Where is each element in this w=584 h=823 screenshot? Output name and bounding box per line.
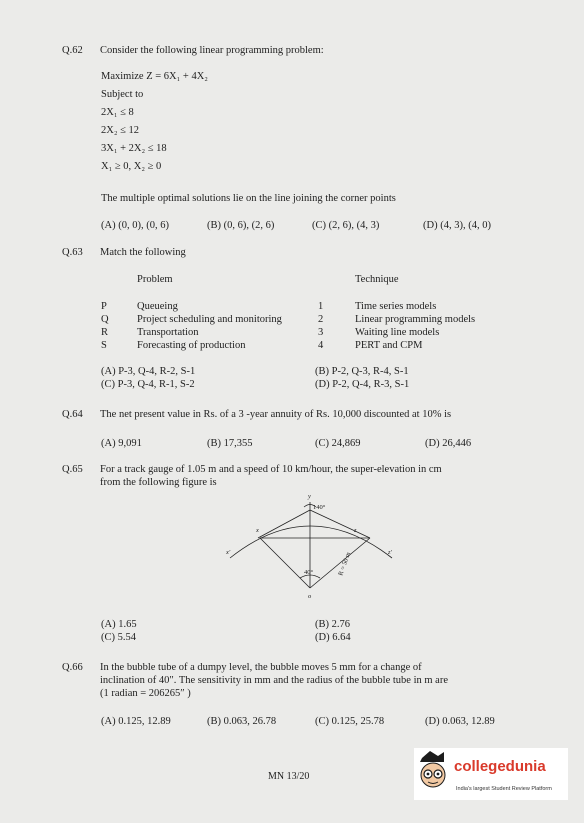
figure-tangent-left: [258, 510, 310, 538]
q62-constraint-3: 3X₁ + 2X₂ ≤ 18: [101, 143, 167, 154]
q66-stem-line-2: inclination of 40″. The sensitivity in mm and the radius of the bubble tube in m are: [100, 675, 448, 686]
q63-option-c: (C) P-3, Q-4, R-1, S-2: [101, 379, 195, 390]
figure-label-y: y: [308, 493, 311, 500]
q63-technique-item: Linear programming models: [355, 314, 476, 325]
q64-option-b: (B) 17,355: [207, 438, 253, 449]
q62-option-c: (C) (2, 6), (4, 3): [312, 220, 380, 231]
q63-problem-item: Queueing: [137, 301, 178, 312]
q65-option-c: (C) 5.54: [101, 632, 136, 643]
q66-option-d: (D) 0.063, 12.89: [425, 716, 495, 727]
q63-col-problem: Problem: [137, 274, 173, 285]
q63-technique-item: Waiting line models: [355, 327, 440, 338]
q63-letter: Q: [101, 314, 109, 325]
q63-option-b: (B) P-2, Q-3, R-4, S-1: [315, 366, 409, 377]
q65-option-b: (B) 2.76: [315, 619, 350, 630]
q64-stem: The net present value in Rs. of a 3 -year annuity of Rs. 10,000 discounted at 10% is: [100, 409, 452, 420]
q64-option-c: (C) 24,869: [315, 438, 361, 449]
q62-constraint-4: X₁ ≥ 0, X₂ ≥ 0: [101, 161, 162, 172]
figure-label-x: x: [256, 527, 259, 534]
logo-tagline: India's largest Student Review Platform: [456, 786, 552, 792]
figure-radius-left: [260, 538, 310, 588]
q62-subject-to: Subject to: [101, 89, 144, 100]
q66-option-a: (A) 0.125, 12.89: [101, 716, 171, 727]
q66-option-c: (C) 0.125, 25.78: [315, 716, 385, 727]
q62-constraint-1: 2X₁ ≤ 8: [101, 107, 134, 118]
figure-label-xprime: x′: [226, 549, 231, 556]
figure-label-zprime: z′: [388, 549, 392, 556]
q62-prompt: The multiple optimal solutions lie on the line joining the corner points: [101, 193, 396, 204]
q63-letter: S: [101, 340, 107, 351]
q63-option-d: (D) P-2, Q-4, R-3, S-1: [315, 379, 410, 390]
track-curve-figure: [220, 492, 410, 604]
q62-constraint-2: 2X₂ ≤ 12: [101, 125, 140, 136]
q62-stem: Consider the following linear programming problem:: [100, 45, 324, 56]
q63-technique-item: Time series models: [355, 301, 437, 312]
q62-option-b: (B) (0, 6), (2, 6): [207, 220, 275, 231]
q63-problem-item: Transportation: [137, 327, 199, 338]
q64-option-d: (D) 26,446: [425, 438, 472, 449]
q63-technique-number: 1: [318, 301, 324, 312]
q65-number: Q.65: [62, 464, 83, 475]
q63-letter: R: [101, 327, 109, 338]
page-footer: MN 13/20: [268, 771, 310, 782]
q65-option-a: (A) 1.65: [101, 619, 137, 630]
figure-curve-arc: [230, 526, 392, 558]
q63-technique-number: 3: [318, 327, 324, 338]
q63-problem-item: Project scheduling and monitoring: [137, 314, 282, 325]
figure-label-radius: R = 50 m: [337, 551, 353, 577]
logo-name: collegedunia: [454, 758, 546, 775]
figure-label-40: 40°: [304, 569, 314, 576]
q63-technique-item: PERT and CPM: [355, 340, 423, 351]
q66-number: Q.66: [62, 662, 83, 673]
q63-number: Q.63: [62, 247, 83, 258]
q65-stem-line-1: For a track gauge of 1.05 m and a speed of 10 km/hour, the super-elevation in cm: [100, 464, 442, 475]
q63-col-technique: Technique: [355, 274, 399, 285]
q66-option-b: (B) 0.063, 26.78: [207, 716, 277, 727]
q65-option-d: (D) 6.64: [315, 632, 351, 643]
q63-letter: P: [101, 301, 107, 312]
q64-number: Q.64: [62, 409, 83, 420]
figure-label-z: z: [354, 527, 357, 534]
q66-stem-line-3: (1 radian = 206265″ ): [100, 688, 191, 699]
figure-label-140: 140°: [313, 504, 326, 511]
q62-number: Q.62: [62, 45, 83, 56]
q65-stem-line-2: from the following figure is: [100, 477, 217, 488]
q63-technique-number: 2: [318, 314, 324, 325]
q64-option-a: (A) 9,091: [101, 438, 142, 449]
q62-option-d: (D) (4, 3), (4, 0): [423, 220, 491, 231]
figure-radius-right: [310, 538, 370, 588]
q66-stem-line-1: In the bubble tube of a dumpy level, the bubble moves 5 mm for a change of: [100, 662, 422, 673]
q63-option-a: (A) P-3, Q-4, R-2, S-1: [101, 366, 196, 377]
q63-technique-number: 4: [318, 340, 324, 351]
figure-tangent-right: [310, 510, 370, 538]
q63-problem-item: Forecasting of production: [137, 340, 246, 351]
q62-objective: Maximize Z = 6X₁ + 4X₂: [101, 71, 208, 82]
q63-stem: Match the following: [100, 247, 186, 258]
figure-label-o: o: [308, 593, 312, 600]
q62-option-a: (A) (0, 0), (0, 6): [101, 220, 169, 231]
